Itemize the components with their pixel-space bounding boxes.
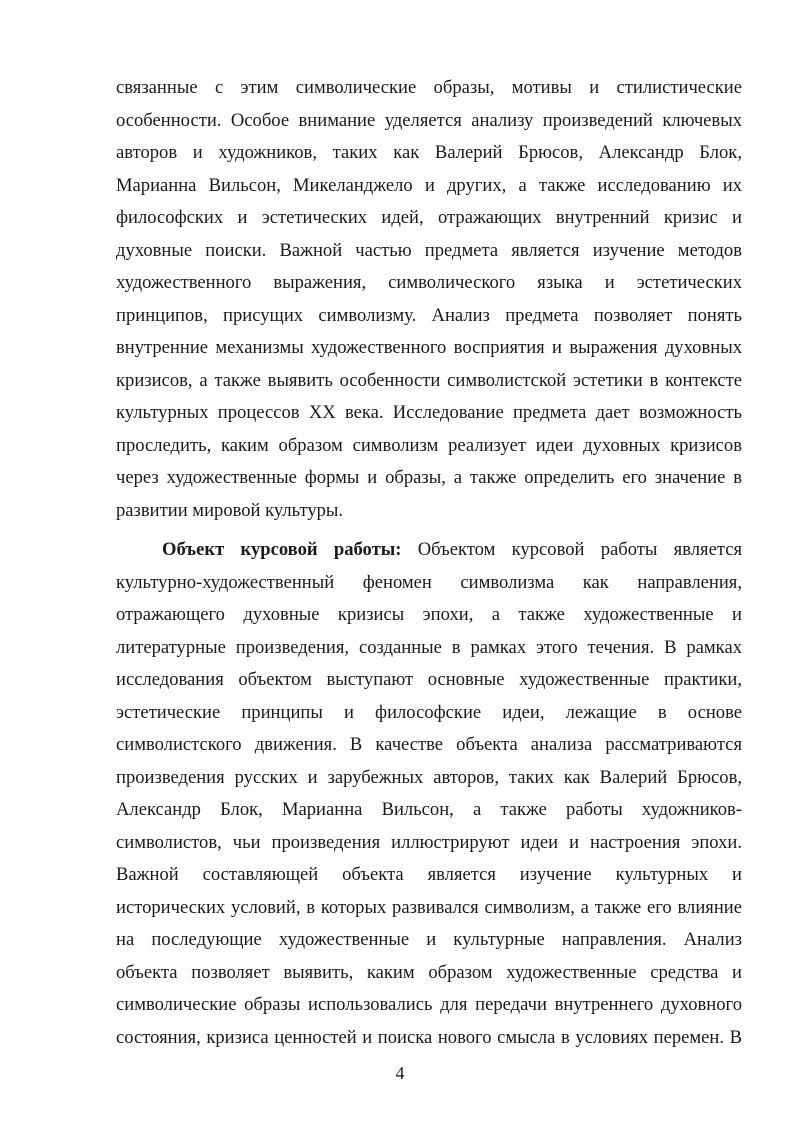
text-line: через художественные формы и образы, а также определить его значение в: [116, 467, 742, 488]
text-line: кризисов, а также выявить особенности символистской эстетики в контексте: [116, 369, 742, 391]
text-line: состояния, кризиса ценностей и поиска нового смысла в условиях перемен. В: [116, 1026, 742, 1048]
text-line: произведения русских и зарубежных авторов, таких как Валерий Брюсов,: [116, 766, 742, 788]
text-line: Важной составляющей объекта является изучение культурных и: [116, 864, 742, 885]
text-line: авторов и художников, таких как Валерий Брюсов, Александр Блок,: [116, 142, 742, 163]
text-line: развитии мировой культуры.: [116, 499, 344, 521]
text-line: принципов, присущих символизму. Анализ предмета позволяет понять: [116, 304, 742, 326]
text-line: Александр Блок, Марианна Вильсон, а также работы художников-: [116, 799, 742, 820]
text-line: отражающего духовные кризисы эпохи, а также художественные и: [116, 604, 742, 625]
paragraph-heading: Объект курсовой работы:: [162, 539, 402, 560]
text-line: символические образы использовались для передачи внутреннего духовного: [116, 994, 742, 1015]
text-line: культурно-художественный феномен символизма как направления,: [116, 571, 742, 593]
text-line: литературные произведения, созданные в рамках этого течения. В рамках: [116, 636, 742, 658]
text-line: исторических условий, в которых развивался символизм, а также его влияние: [116, 896, 742, 918]
text-line: эстетические принципы и философские идеи, лежащие в основе: [116, 701, 742, 723]
text-line: символистского движения. В качестве объекта анализа рассматриваются: [116, 734, 742, 755]
text-line: внутренние механизмы художественного восприятия и выражения духовных: [116, 337, 742, 358]
text-line: Марианна Вильсон, Микеланджело и других, а также исследованию их: [116, 174, 742, 196]
text-line: особенности. Особое внимание уделяется анализу произведений ключевых: [116, 109, 742, 131]
text-line: исследования объектом выступают основные художественные практики,: [116, 669, 742, 690]
text-line: философских и эстетических идей, отражающих внутренний кризис и: [116, 207, 742, 228]
text-line: проследить, каким образом символизм реализует идеи духовных кризисов: [116, 434, 742, 456]
text-line: духовные поиски. Важной частью предмета является изучение методов: [116, 239, 742, 261]
paragraph-first-line: [116, 538, 742, 562]
text-line: связанные с этим символические образы, мотивы и стилистические: [116, 77, 742, 98]
page-number: 4: [395, 1063, 405, 1083]
text-line: культурных процессов XX века. Исследование предмета дает возможность: [116, 402, 742, 423]
text-line: объекта позволяет выявить, каким образом художественные средства и: [116, 961, 742, 983]
text-line: символистов, чьи произведения иллюстрируют идеи и настроения эпохи.: [116, 831, 742, 853]
text-line: художественного выражения, символического языка и эстетических: [116, 272, 742, 293]
text-span: Объектом курсовой работы является: [417, 539, 742, 560]
text-line: на последующие художественные и культурные направления. Анализ: [116, 929, 742, 950]
